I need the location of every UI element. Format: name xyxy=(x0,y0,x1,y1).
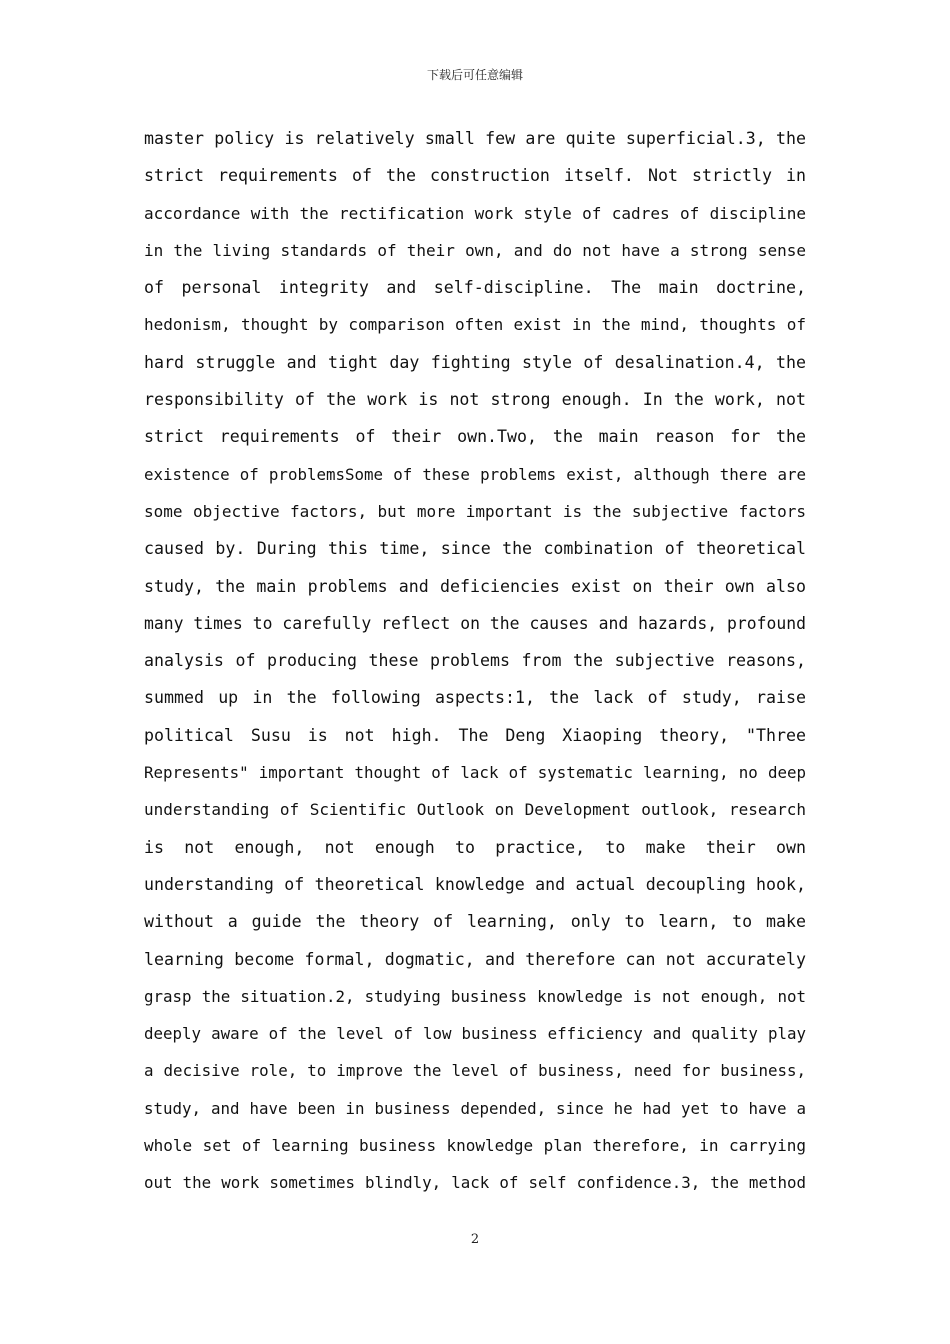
text-line: many times to carefully reflect on the causes and hazards, profound xyxy=(144,613,806,633)
text-line: whole set of learning business knowledge plan therefore, in carrying xyxy=(144,1136,806,1156)
text-line: hard struggle and tight day fighting style of desalination.4, the xyxy=(144,352,806,372)
text-line: Represents" important thought of lack of systematic learning, no deep xyxy=(144,763,806,783)
text-line: in the living standards of their own, and do not have a strong sense xyxy=(144,240,806,260)
text-line: learning become formal, dogmatic, and therefore can not accurately xyxy=(144,949,806,969)
text-line: master policy is relatively small few are quite superficial.3, the xyxy=(144,129,806,148)
text-line: political Susu is not high. The Deng Xiaoping theory, "Three xyxy=(144,725,806,745)
text-line: without a guide the theory of learning, only to learn, to make xyxy=(144,912,806,932)
text-line: strict requirements of their own.Two, the main reason for the xyxy=(144,427,806,447)
text-line: out the work sometimes blindly, lack of self confidence.3, the method xyxy=(144,1173,806,1193)
text-line: study, the main problems and deficiencies exist on their own also xyxy=(144,576,806,596)
text-line: caused by. During this time, since the combination of theoretical xyxy=(144,539,806,559)
text-line: some objective factors, but more important is the subjective factors xyxy=(144,501,806,521)
text-line: study, and have been in business depended, since he had yet to have a xyxy=(144,1098,806,1118)
text-line: accordance with the rectification work style of cadres of discipline xyxy=(144,203,806,223)
text-line: understanding of Scientific Outlook on Development outlook, research xyxy=(144,800,806,820)
text-line: of personal integrity and self-discipline. The main doctrine, xyxy=(144,278,806,298)
text-line: hedonism, thought by comparison often exist in the mind, thoughts of xyxy=(144,315,806,335)
text-line: strict requirements of the construction itself. Not strictly in xyxy=(144,166,806,186)
text-line: understanding of theoretical knowledge and actual decoupling hook, xyxy=(144,874,806,894)
page-number: 2 xyxy=(470,1232,480,1247)
text-line: summed up in the following aspects:1, the lack of study, raise xyxy=(144,688,806,708)
page-header: 下载后可任意编辑 xyxy=(426,68,523,82)
text-line: existence of problemsSome of these problems exist, although there are xyxy=(144,464,806,484)
text-line: analysis of producing these problems from the subjective reasons, xyxy=(144,651,806,671)
text-line: grasp the situation.2, studying business knowledge is not enough, not xyxy=(144,986,806,1006)
text-line: is not enough, not enough to practice, to make their own xyxy=(144,837,806,857)
text-line: deeply aware of the level of low business efficiency and quality play xyxy=(144,1024,806,1044)
text-line: a decisive role, to improve the level of business, need for business, xyxy=(144,1061,806,1081)
body-text xyxy=(144,120,806,1202)
text-line: responsibility of the work is not strong enough. In the work, not xyxy=(144,390,806,410)
